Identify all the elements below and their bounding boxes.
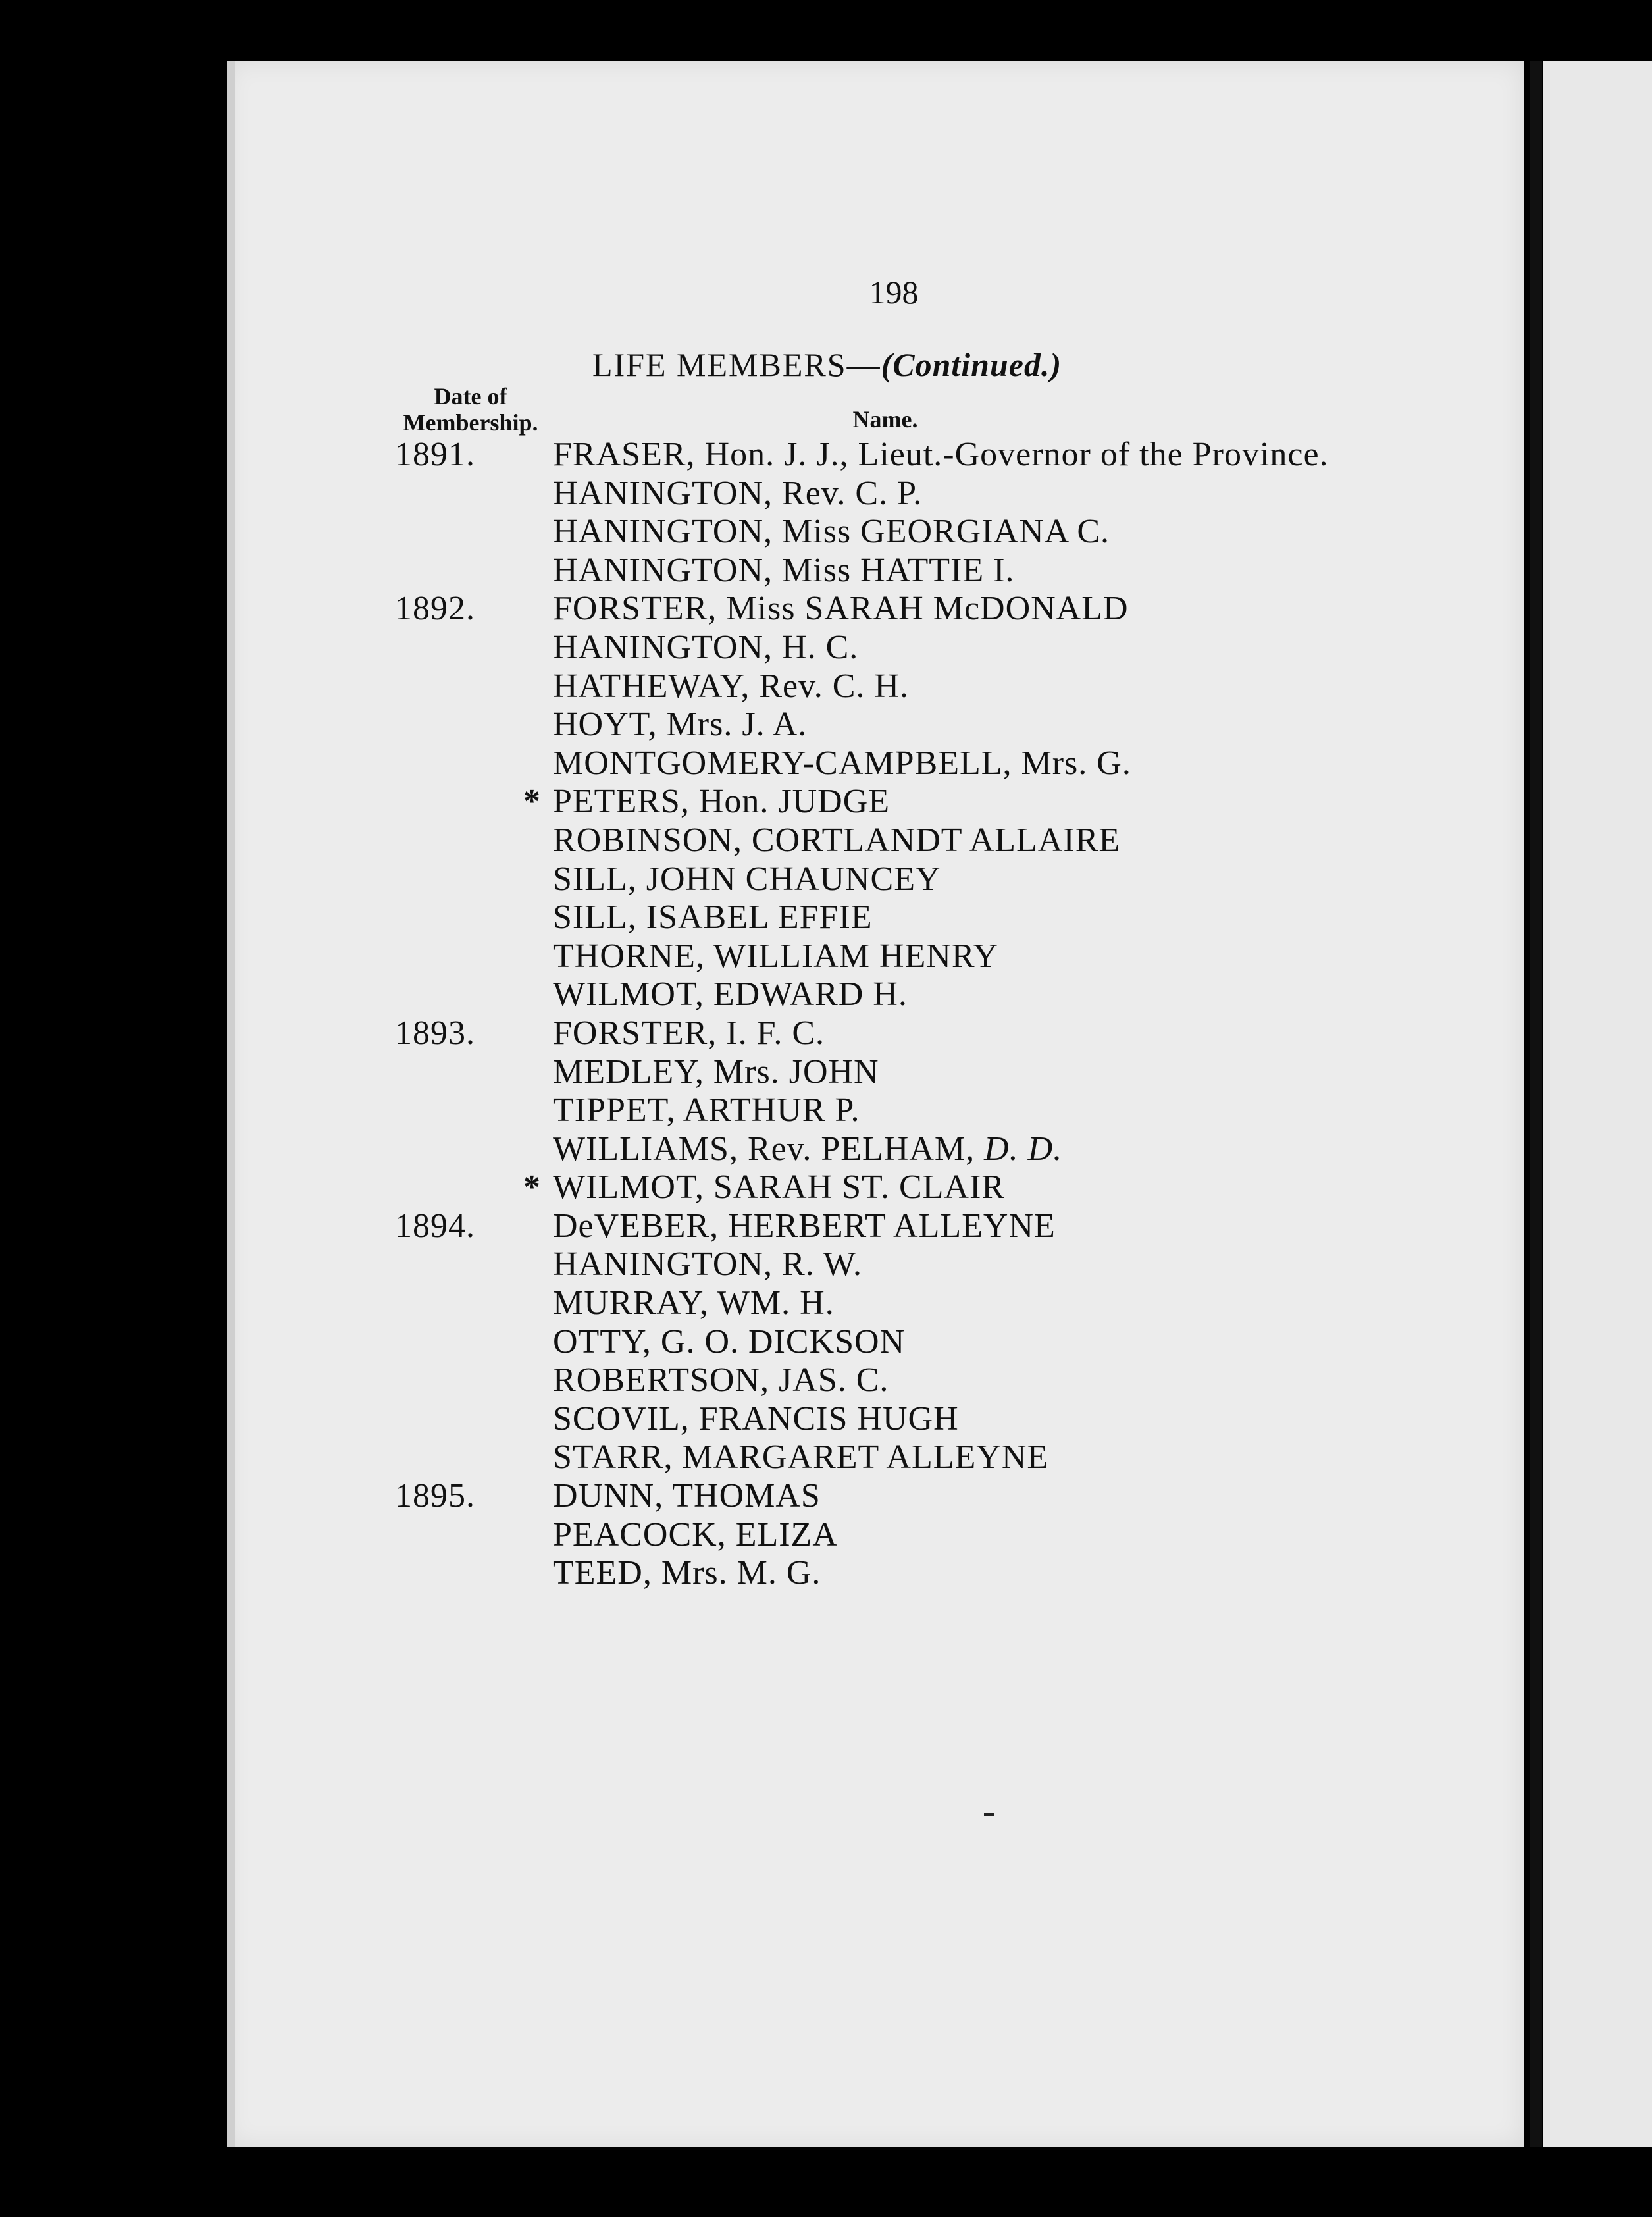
member-name: WILMOT, EDWARD H. (553, 976, 908, 1014)
member-row (395, 783, 1422, 822)
page-title (592, 346, 1251, 384)
member-row (395, 706, 1422, 744)
member-row (395, 1323, 1422, 1362)
member-name: HANINGTON, Miss HATTIE I. (553, 551, 1015, 589)
member-row (395, 1400, 1422, 1439)
member-name: TEED, Mrs. M. G. (553, 1554, 821, 1592)
member-name: ROBINSON, CORTLANDT ALLAIRE (553, 821, 1121, 859)
member-row (395, 899, 1422, 937)
member-row (395, 976, 1422, 1014)
membership-year: 1895. (395, 1477, 475, 1515)
member-name: DeVEBER, HERBERT ALLEYNE (553, 1207, 1056, 1245)
member-row (395, 436, 1422, 475)
member-name: FORSTER, I. F. C. (553, 1014, 825, 1052)
member-row (395, 1053, 1422, 1092)
member-row (395, 1361, 1422, 1400)
member-name: HATHEWAY, Rev. C. H. (553, 667, 909, 705)
member-name: TIPPET, ARTHUR P. (553, 1091, 860, 1130)
member-name: HANINGTON, Rev. C. P. (553, 474, 923, 512)
member-name: WILLIAMS, Rev. PELHAM, D. D. (553, 1130, 1063, 1168)
member-row (395, 1014, 1422, 1053)
member-name: MURRAY, WM. H. (553, 1284, 835, 1322)
membership-year: 1894. (395, 1207, 475, 1245)
member-name: MONTGOMERY-CAMPBELL, Mrs. G. (553, 744, 1131, 782)
member-name: HANINGTON, Miss GEORGIANA C. (553, 513, 1110, 551)
member-row (395, 1130, 1422, 1169)
member-name: STARR, MARGARET ALLEYNE (553, 1438, 1049, 1476)
title-continued: (Continued.) (881, 346, 1062, 383)
member-name: DUNN, THOMAS (553, 1477, 821, 1515)
member-row (395, 1207, 1422, 1246)
column-header-name: Name. (852, 406, 918, 432)
member-name: HANINGTON, R. W. (553, 1245, 863, 1284)
member-row (395, 590, 1422, 629)
member-name: FRASER, Hon. J. J., Lieut.-Governor of the Province. (553, 436, 1329, 473)
member-name: SILL, JOHN CHAUNCEY (553, 860, 941, 898)
adjacent-page (1543, 61, 1652, 2147)
member-name: WILMOT, SARAH ST. CLAIR (553, 1168, 1005, 1207)
page-gutter (1530, 61, 1542, 2147)
column-header-date-line2: Membership. (403, 409, 538, 436)
title-dash: — (846, 346, 881, 383)
member-row (395, 629, 1422, 667)
column-header-date-line1: Date of (434, 383, 507, 409)
member-name: OTTY, G. O. DICKSON (553, 1322, 906, 1361)
member-row (395, 860, 1422, 899)
member-name: HOYT, Mrs. J. A. (553, 706, 808, 744)
member-list (395, 436, 1422, 1593)
member-name: FORSTER, Miss SARAH McDONALD (553, 590, 1129, 628)
member-row (395, 1477, 1422, 1516)
member-name: THORNE, WILLIAM HENRY (553, 937, 999, 975)
member-row (395, 822, 1422, 860)
member-row (395, 1516, 1422, 1555)
member-name: SCOVIL, FRANCIS HUGH (553, 1399, 959, 1438)
title-main: LIFE MEMBERS (592, 346, 847, 383)
member-row (395, 1168, 1422, 1207)
membership-year: 1892. (395, 590, 475, 628)
member-name: HANINGTON, H. C. (553, 628, 859, 666)
page-number: 198 (869, 274, 919, 311)
membership-year: 1891. (395, 436, 475, 473)
deceased-asterisk: * (523, 783, 541, 821)
membership-year: 1893. (395, 1014, 475, 1052)
member-name: PETERS, Hon. JUDGE (553, 783, 891, 821)
member-row (395, 667, 1422, 706)
member-row (395, 1438, 1422, 1477)
member-row (395, 744, 1422, 783)
member-row (395, 937, 1422, 976)
member-row (395, 513, 1422, 552)
member-name: ROBERTSON, JAS. C. (553, 1361, 889, 1399)
stray-mark (984, 1813, 994, 1816)
member-name: SILL, ISABEL EFFIE (553, 899, 873, 937)
member-row (395, 1554, 1422, 1593)
member-row (395, 1284, 1422, 1323)
member-name: PEACOCK, ELIZA (553, 1515, 838, 1553)
degree-abbreviation: D. D. (984, 1130, 1063, 1168)
member-row (395, 552, 1422, 590)
member-row (395, 1091, 1422, 1130)
member-row (395, 475, 1422, 513)
member-name: MEDLEY, Mrs. JOHN (553, 1053, 879, 1091)
member-row (395, 1245, 1422, 1284)
column-header-date (385, 383, 556, 436)
page-left-edge (227, 61, 235, 2147)
deceased-asterisk: * (523, 1168, 541, 1207)
